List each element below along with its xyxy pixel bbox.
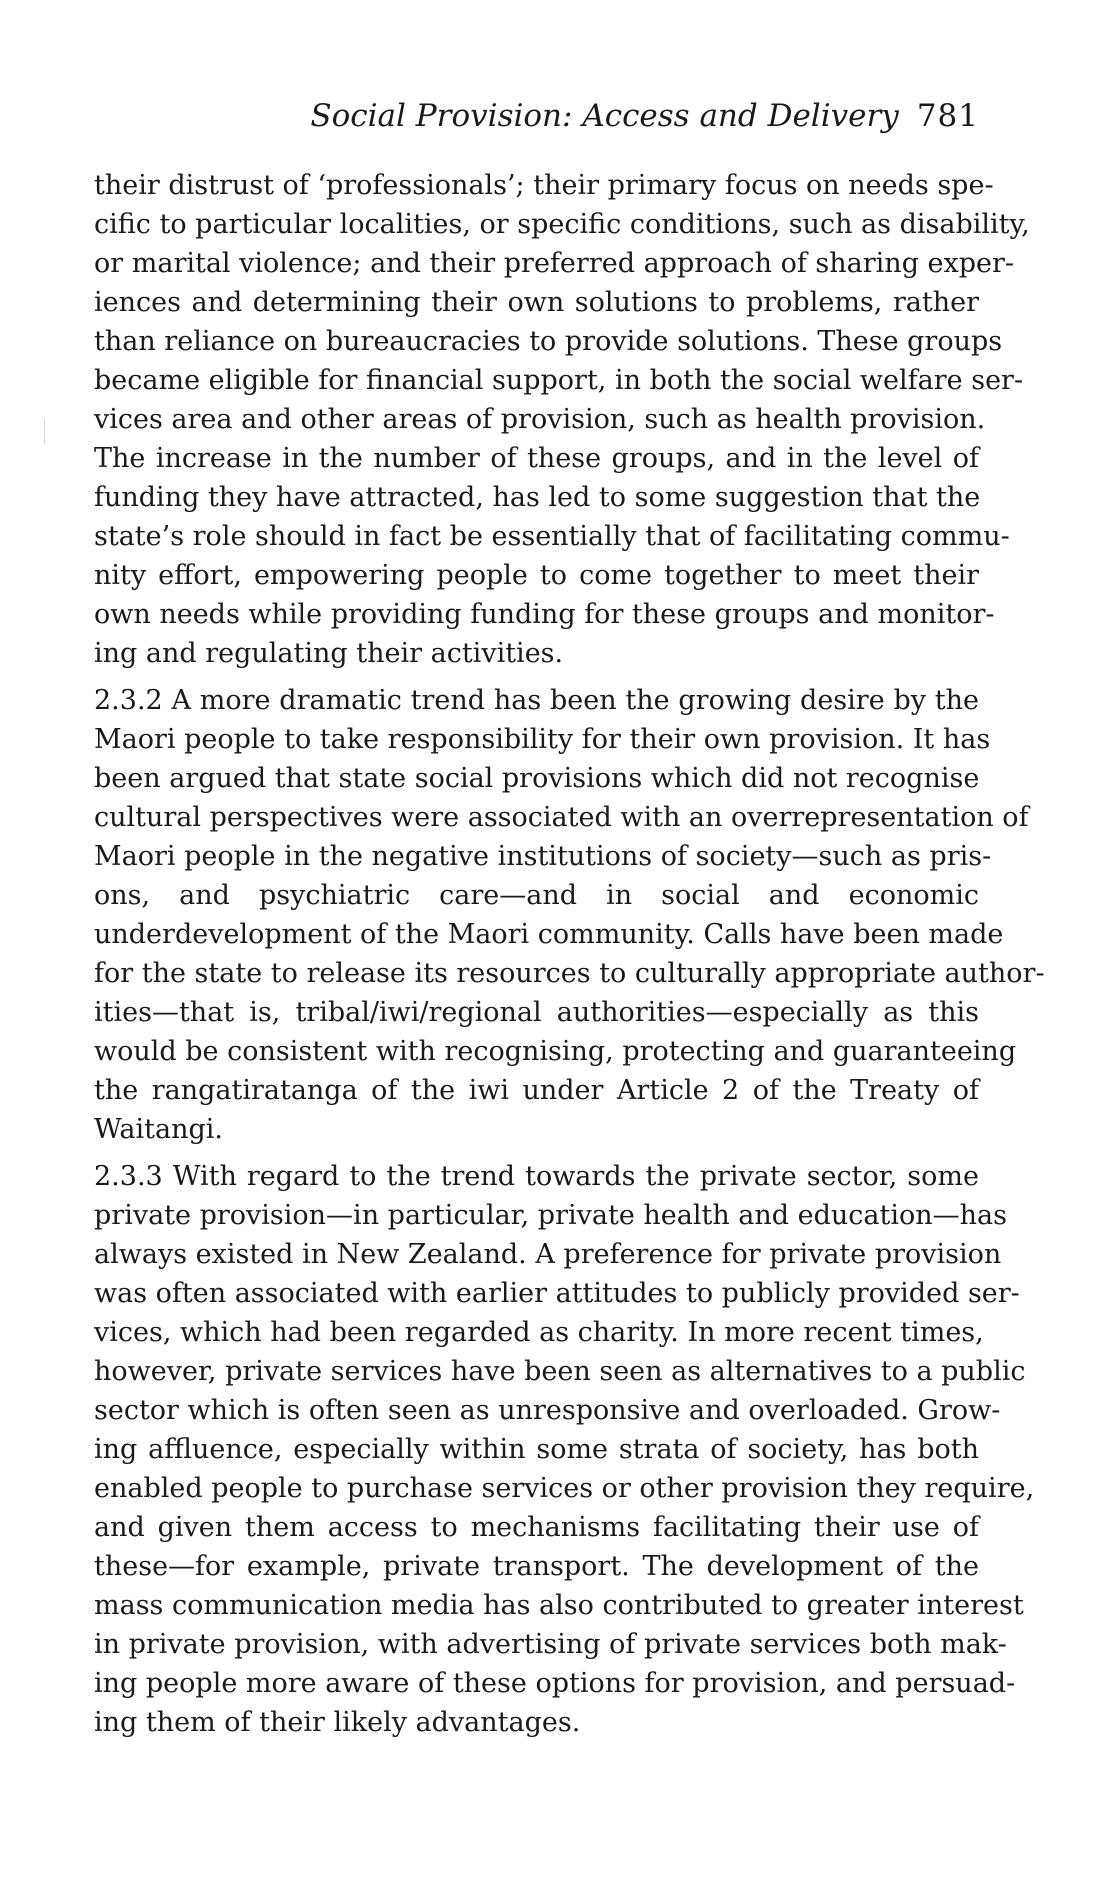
text-line: been argued that state social provisions which did not recognise [94,763,980,794]
text-line: nity effort, empowering people to come together to meet their [94,560,979,591]
text-line: Waitangi. [94,1114,223,1145]
text-line: 2.3.2 A more dramatic trend has been the growing desire by the [94,685,979,716]
text-line: would be consistent with recognising, protecting and guaranteeing [94,1036,1017,1067]
text-line: for the state to release its resources to culturally appropriate author- [94,958,1045,989]
text-line: enabled people to purchase services or other provision they require, [94,1473,1035,1504]
text-line: ing and regulating their activities. [94,638,564,669]
text-line: underdevelopment of the Maori community. Calls have been made [94,919,1004,950]
text-line: state’s role should in fact be essentially that of facilitating commu- [94,521,1010,552]
text-line: ing affluence, especially within some strata of society, has both [94,1434,979,1465]
text-line: sector which is often seen as unresponsive and overloaded. Grow- [94,1395,1001,1426]
text-line: 2.3.3 With regard to the trend towards the private sector, some [94,1161,979,1192]
text-line: own needs while providing funding for these groups and monitor- [94,599,995,630]
text-line: private provision—in particular, private health and education—has [94,1200,1007,1231]
paragraph-gap [94,673,979,681]
text-line: vices, which had been regarded as charity. In more recent times, [94,1317,984,1348]
text-line: the rangatiratanga of the iwi under Article 2 of the Treaty of [94,1075,979,1106]
margin-mark [44,418,45,444]
text-line: these—for example, private transport. The development of the [94,1551,979,1582]
text-line: or marital violence; and their preferred approach of sharing exper- [94,248,1015,279]
paragraph-gap [94,1149,979,1157]
paragraph-2-3-3 [94,1157,1035,1742]
paragraph-2-3-2 [94,681,1045,1149]
text-line: ities—that is, tribal/iwi/regional authorities—especially as this [94,997,979,1028]
text-line: ing them of their likely advantages. [94,1707,581,1738]
text-line: than reliance on bureaucracies to provide solutions. These groups [94,326,1003,357]
text-line: ing people more aware of these options for provision, and persuad- [94,1668,1016,1699]
text-line: and given them access to mechanisms facilitating their use of [94,1512,979,1543]
text-line: iences and determining their own solutions to problems, rather [94,287,979,318]
text-line: cultural perspectives were associated with an overrepresentation of [94,802,1029,833]
text-line: ons, and psychiatric care—and in social and economic [94,880,979,911]
text-line: Maori people in the negative institutions of society—such as pris- [94,841,992,872]
text-line: became eligible for financial support, in both the social welfare ser- [94,365,1024,396]
running-header [94,96,979,136]
text-line: funding they have attracted, has led to some suggestion that the [94,482,981,513]
text-line: cific to particular localities, or specific conditions, such as disability, [94,209,1030,240]
text-line: vices area and other areas of provision, such as health provision. [94,404,986,435]
paragraph-intro-continued [94,166,1030,673]
page-number: 781 [916,98,979,134]
text-line: The increase in the number of these groups, and in the level of [94,443,979,474]
text-line: their distrust of ‘professionals’; their primary focus on needs spe- [94,170,994,201]
text-line: always existed in New Zealand. A preference for private provision [94,1239,1002,1270]
text-line: mass communication media has also contributed to greater interest [94,1590,1024,1621]
text-line: however, private services have been seen as alternatives to a public [94,1356,1026,1387]
body-text [94,166,1045,1742]
text-line: Maori people to take responsibility for their own provision. It has [94,724,991,755]
running-title: Social Provision: Access and Delivery [310,98,899,134]
text-line: in private provision, with advertising of private services both mak- [94,1629,1007,1660]
text-line: was often associated with earlier attitudes to publicly provided ser- [94,1278,1020,1309]
